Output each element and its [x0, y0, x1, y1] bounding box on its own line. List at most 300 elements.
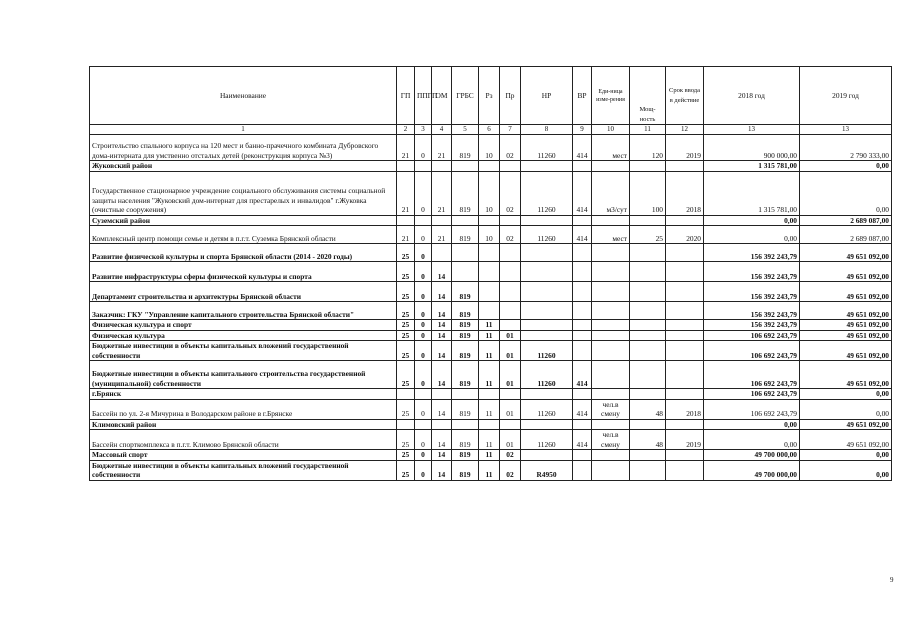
cell-unit — [592, 282, 630, 302]
cell-name: г.Брянск — [90, 389, 397, 400]
column-number-cell: 2 — [397, 125, 415, 135]
cell-y2019: 49 651 092,00 — [800, 361, 892, 389]
cell-nr: 11260 — [521, 171, 573, 215]
cell-vr — [573, 450, 592, 461]
column-number-cell: 5 — [452, 125, 479, 135]
cell-om — [432, 244, 452, 262]
cell-y2018: 156 392 243,79 — [704, 262, 800, 282]
cell-power — [630, 282, 666, 302]
cell-power — [630, 450, 666, 461]
cell-gp: 25 — [397, 330, 415, 341]
cell-unit — [592, 302, 630, 320]
cell-grbs: 819 — [452, 226, 479, 244]
cell-om: 14 — [432, 320, 452, 331]
cell-y2019: 0,00 — [800, 389, 892, 400]
cell-gp: 25 — [397, 450, 415, 461]
cell-y2018: 106 692 243,79 — [704, 389, 800, 400]
cell-vr — [573, 161, 592, 172]
cell-y2019: 49 651 092,00 — [800, 282, 892, 302]
cell-gp: 21 — [397, 226, 415, 244]
cell-grbs: 819 — [452, 330, 479, 341]
cell-nr — [521, 450, 573, 461]
cell-gp: 25 — [397, 262, 415, 282]
cell-term — [666, 450, 704, 461]
column-number-cell: 9 — [573, 125, 592, 135]
cell-om — [432, 161, 452, 172]
cell-nr — [521, 419, 573, 430]
cell-unit: мест — [592, 226, 630, 244]
cell-om — [432, 389, 452, 400]
cell-vr — [573, 341, 592, 361]
cell-term: 2018 — [666, 171, 704, 215]
cell-nr — [521, 161, 573, 172]
cell-nr: 11260 — [521, 135, 573, 161]
cell-om: 14 — [432, 302, 452, 320]
cell-pr: 02 — [500, 226, 521, 244]
table-row — [90, 135, 892, 161]
column-number-cell: 11 — [630, 125, 666, 135]
column-number-row — [90, 125, 892, 135]
cell-pr — [500, 161, 521, 172]
cell-y2018: 0,00 — [704, 226, 800, 244]
cell-grbs: 819 — [452, 450, 479, 461]
cell-y2018: 0,00 — [704, 215, 800, 226]
cell-pr: 01 — [500, 330, 521, 341]
cell-power: 100 — [630, 171, 666, 215]
column-number-cell: 7 — [500, 125, 521, 135]
cell-om: 21 — [432, 171, 452, 215]
header-vr: ВР — [573, 67, 592, 125]
cell-y2018: 49 700 000,00 — [704, 450, 800, 461]
cell-y2018: 156 392 243,79 — [704, 302, 800, 320]
cell-vr — [573, 330, 592, 341]
cell-unit — [592, 389, 630, 400]
cell-ppgp — [415, 389, 432, 400]
header-power: Мощ-ность — [630, 67, 666, 125]
cell-pr — [500, 302, 521, 320]
cell-ppgp: 0 — [415, 302, 432, 320]
cell-ppgp — [415, 215, 432, 226]
column-number-cell: 3 — [415, 125, 432, 135]
cell-y2019: 49 651 092,00 — [800, 302, 892, 320]
cell-power: 120 — [630, 135, 666, 161]
cell-om: 14 — [432, 361, 452, 389]
cell-pr — [500, 282, 521, 302]
cell-om: 14 — [432, 430, 452, 450]
cell-name: Заказчик: ГКУ "Управление капитального строительства Брянской области" — [90, 302, 397, 320]
cell-om: 14 — [432, 330, 452, 341]
cell-gp: 25 — [397, 282, 415, 302]
cell-vr — [573, 215, 592, 226]
cell-term — [666, 282, 704, 302]
cell-power — [630, 460, 666, 480]
cell-grbs: 819 — [452, 302, 479, 320]
cell-gp: 25 — [397, 399, 415, 419]
cell-pr: 02 — [500, 135, 521, 161]
cell-unit — [592, 361, 630, 389]
cell-name: Жуковский район — [90, 161, 397, 172]
cell-pr: 02 — [500, 450, 521, 461]
cell-y2019: 2 689 087,00 — [800, 215, 892, 226]
cell-unit — [592, 419, 630, 430]
cell-grbs — [452, 389, 479, 400]
cell-ppgp: 0 — [415, 320, 432, 331]
table-body — [90, 135, 892, 481]
cell-unit: мест — [592, 135, 630, 161]
cell-y2019: 49 651 092,00 — [800, 430, 892, 450]
cell-grbs: 819 — [452, 135, 479, 161]
cell-ppgp: 0 — [415, 399, 432, 419]
column-number-cell: 4 — [432, 125, 452, 135]
cell-y2019: 49 651 092,00 — [800, 320, 892, 331]
cell-y2018: 0,00 — [704, 430, 800, 450]
table-row — [90, 161, 892, 172]
cell-y2019: 49 651 092,00 — [800, 262, 892, 282]
cell-ppgp: 0 — [415, 244, 432, 262]
cell-nr — [521, 330, 573, 341]
cell-power: 48 — [630, 399, 666, 419]
cell-y2019: 0,00 — [800, 161, 892, 172]
cell-power — [630, 302, 666, 320]
table-row — [90, 215, 892, 226]
cell-pr: 01 — [500, 341, 521, 361]
cell-name: Климовский район — [90, 419, 397, 430]
header-unit: Еди-ница изме-рения — [592, 67, 630, 125]
cell-term — [666, 330, 704, 341]
cell-term: 2020 — [666, 226, 704, 244]
cell-term — [666, 361, 704, 389]
cell-pr — [500, 389, 521, 400]
cell-grbs: 819 — [452, 361, 479, 389]
cell-y2019: 0,00 — [800, 450, 892, 461]
cell-ppgp: 0 — [415, 361, 432, 389]
cell-rz: 11 — [479, 460, 500, 480]
cell-vr — [573, 262, 592, 282]
cell-y2018: 106 692 243,79 — [704, 330, 800, 341]
cell-y2019: 0,00 — [800, 171, 892, 215]
cell-gp — [397, 215, 415, 226]
cell-rz: 11 — [479, 430, 500, 450]
cell-grbs: 819 — [452, 341, 479, 361]
cell-y2018: 156 392 243,79 — [704, 320, 800, 331]
cell-gp: 25 — [397, 430, 415, 450]
cell-grbs: 819 — [452, 320, 479, 331]
cell-gp: 25 — [397, 244, 415, 262]
column-number-cell: 6 — [479, 125, 500, 135]
column-number-cell: 10 — [592, 125, 630, 135]
cell-ppgp: 0 — [415, 460, 432, 480]
header-pr: Пр — [500, 67, 521, 125]
cell-rz: 11 — [479, 320, 500, 331]
cell-pr: 01 — [500, 361, 521, 389]
cell-gp: 25 — [397, 361, 415, 389]
column-number-cell: 13 — [800, 125, 892, 135]
cell-nr: 11260 — [521, 341, 573, 361]
cell-term — [666, 320, 704, 331]
cell-ppgp: 0 — [415, 341, 432, 361]
cell-y2018: 156 392 243,79 — [704, 244, 800, 262]
cell-power: 48 — [630, 430, 666, 450]
cell-om: 21 — [432, 226, 452, 244]
cell-unit: чел.в смену — [592, 430, 630, 450]
cell-nr: R4950 — [521, 460, 573, 480]
cell-om: 21 — [432, 135, 452, 161]
cell-name: Физическая культура и спорт — [90, 320, 397, 331]
cell-y2019: 49 651 092,00 — [800, 244, 892, 262]
cell-y2018: 0,00 — [704, 419, 800, 430]
cell-grbs — [452, 262, 479, 282]
cell-rz — [479, 215, 500, 226]
cell-unit — [592, 244, 630, 262]
cell-ppgp: 0 — [415, 226, 432, 244]
cell-rz — [479, 161, 500, 172]
cell-y2018: 156 392 243,79 — [704, 282, 800, 302]
cell-pr: 01 — [500, 430, 521, 450]
cell-pr — [500, 215, 521, 226]
cell-nr — [521, 244, 573, 262]
cell-power — [630, 330, 666, 341]
cell-term: 2019 — [666, 135, 704, 161]
cell-unit — [592, 460, 630, 480]
cell-om — [432, 215, 452, 226]
cell-unit: м3/сут — [592, 171, 630, 215]
cell-nr — [521, 389, 573, 400]
cell-y2019: 49 651 092,00 — [800, 419, 892, 430]
cell-om: 14 — [432, 341, 452, 361]
cell-name: Бассейн спорткомплекса в п.г.т. Климово Брянской области — [90, 430, 397, 450]
cell-vr: 414 — [573, 171, 592, 215]
header-nr: НР — [521, 67, 573, 125]
table-row — [90, 460, 892, 480]
cell-power — [630, 320, 666, 331]
table-row — [90, 419, 892, 430]
table-row — [90, 430, 892, 450]
table-row — [90, 361, 892, 389]
cell-ppgp: 0 — [415, 282, 432, 302]
cell-nr — [521, 320, 573, 331]
cell-om: 14 — [432, 282, 452, 302]
cell-vr — [573, 282, 592, 302]
cell-name: Бюджетные инвестиции в объекты капитального строительства государственной (муниципальной) собственности — [90, 361, 397, 389]
cell-ppgp: 0 — [415, 135, 432, 161]
cell-vr — [573, 389, 592, 400]
cell-unit — [592, 161, 630, 172]
cell-rz: 10 — [479, 171, 500, 215]
cell-ppgp: 0 — [415, 330, 432, 341]
cell-rz: 11 — [479, 361, 500, 389]
cell-grbs: 819 — [452, 282, 479, 302]
cell-nr: 11260 — [521, 361, 573, 389]
cell-om: 14 — [432, 460, 452, 480]
cell-y2018: 900 000,00 — [704, 135, 800, 161]
cell-ppgp: 0 — [415, 430, 432, 450]
cell-grbs — [452, 244, 479, 262]
cell-vr: 414 — [573, 430, 592, 450]
cell-ppgp — [415, 419, 432, 430]
cell-rz — [479, 302, 500, 320]
cell-term — [666, 244, 704, 262]
cell-unit — [592, 320, 630, 331]
cell-grbs — [452, 161, 479, 172]
column-number-cell: 13 — [704, 125, 800, 135]
cell-gp: 25 — [397, 302, 415, 320]
header-2019: 2019 год — [800, 67, 892, 125]
table-row — [90, 330, 892, 341]
table-row — [90, 399, 892, 419]
budget-table — [89, 66, 892, 481]
header-2018: 2018 год — [704, 67, 800, 125]
cell-unit — [592, 215, 630, 226]
cell-gp: 21 — [397, 135, 415, 161]
header-ppgp: ППГП — [415, 67, 432, 125]
cell-nr — [521, 215, 573, 226]
header-name: Наименование — [90, 67, 397, 125]
cell-power — [630, 215, 666, 226]
cell-vr — [573, 460, 592, 480]
cell-term: 2019 — [666, 430, 704, 450]
table-row — [90, 262, 892, 282]
cell-y2018: 106 692 243,79 — [704, 341, 800, 361]
cell-pr — [500, 320, 521, 331]
cell-term — [666, 341, 704, 361]
cell-pr — [500, 419, 521, 430]
table-row — [90, 302, 892, 320]
cell-grbs — [452, 419, 479, 430]
cell-nr: 11260 — [521, 430, 573, 450]
cell-pr — [500, 262, 521, 282]
cell-name: Физическая культура — [90, 330, 397, 341]
cell-y2018: 106 692 243,79 — [704, 399, 800, 419]
cell-vr — [573, 302, 592, 320]
cell-nr — [521, 282, 573, 302]
cell-name: Бюджетные инвестиции в объекты капитальных вложений государственной собственности — [90, 341, 397, 361]
table-row — [90, 389, 892, 400]
cell-name: Развитие физической культуры и спорта Брянской области (2014 - 2020 годы) — [90, 244, 397, 262]
cell-pr — [500, 244, 521, 262]
cell-y2019: 2 790 333,00 — [800, 135, 892, 161]
cell-term: 2018 — [666, 399, 704, 419]
cell-y2019: 2 689 087,00 — [800, 226, 892, 244]
cell-gp: 21 — [397, 171, 415, 215]
cell-ppgp: 0 — [415, 262, 432, 282]
cell-gp — [397, 419, 415, 430]
cell-term — [666, 302, 704, 320]
cell-nr: 11260 — [521, 226, 573, 244]
cell-om: 14 — [432, 262, 452, 282]
cell-rz — [479, 419, 500, 430]
cell-grbs: 819 — [452, 430, 479, 450]
cell-gp — [397, 389, 415, 400]
cell-power — [630, 419, 666, 430]
cell-vr: 414 — [573, 135, 592, 161]
cell-rz — [479, 262, 500, 282]
page-number: 9 — [890, 576, 894, 584]
cell-power — [630, 161, 666, 172]
cell-term — [666, 389, 704, 400]
cell-y2018: 1 315 781,00 — [704, 161, 800, 172]
cell-om — [432, 419, 452, 430]
cell-grbs — [452, 215, 479, 226]
table-row — [90, 450, 892, 461]
header-term: Срок ввода в действие — [666, 67, 704, 125]
cell-nr — [521, 262, 573, 282]
cell-om: 14 — [432, 399, 452, 419]
cell-term — [666, 262, 704, 282]
table-row — [90, 341, 892, 361]
cell-nr: 11260 — [521, 399, 573, 419]
cell-nr — [521, 302, 573, 320]
cell-unit — [592, 341, 630, 361]
cell-pr: 01 — [500, 399, 521, 419]
cell-rz: 11 — [479, 341, 500, 361]
cell-unit — [592, 262, 630, 282]
cell-gp — [397, 161, 415, 172]
cell-vr — [573, 244, 592, 262]
cell-name: Государственное стационарное учреждение социального обслуживания системы социальной защиты населения "Жуковский дом-интернат для престарелых и инвалидов" г.Жуковка (очистные сооружения) — [90, 171, 397, 215]
cell-vr: 414 — [573, 399, 592, 419]
table-header-row — [90, 67, 892, 125]
cell-name: Массовый спорт — [90, 450, 397, 461]
column-number-cell: 12 — [666, 125, 704, 135]
header-gp: ГП — [397, 67, 415, 125]
header-grbs: ГРБС — [452, 67, 479, 125]
cell-name: Бассейн по ул. 2-я Мичурина в Володарском районе в г.Брянске — [90, 399, 397, 419]
table-row — [90, 320, 892, 331]
cell-om: 14 — [432, 450, 452, 461]
cell-ppgp: 0 — [415, 171, 432, 215]
cell-y2018: 1 315 781,00 — [704, 171, 800, 215]
cell-name: Суземский район — [90, 215, 397, 226]
cell-rz: 11 — [479, 399, 500, 419]
header-rz: Рз — [479, 67, 500, 125]
table-row — [90, 171, 892, 215]
cell-power — [630, 262, 666, 282]
cell-term — [666, 215, 704, 226]
cell-rz: 11 — [479, 330, 500, 341]
cell-y2019: 0,00 — [800, 460, 892, 480]
cell-rz — [479, 389, 500, 400]
cell-vr: 414 — [573, 361, 592, 389]
cell-grbs: 819 — [452, 399, 479, 419]
cell-y2019: 49 651 092,00 — [800, 341, 892, 361]
cell-vr — [573, 320, 592, 331]
cell-grbs: 819 — [452, 171, 479, 215]
cell-power: 25 — [630, 226, 666, 244]
cell-power — [630, 361, 666, 389]
cell-y2019: 49 651 092,00 — [800, 330, 892, 341]
cell-rz — [479, 282, 500, 302]
cell-name: Строительство спального корпуса на 120 мест и банно-прачечного комбината Дубровского дома-интерната для умственно отсталых детей (реконструкция корпуса №3) — [90, 135, 397, 161]
table-row — [90, 226, 892, 244]
column-number-cell: 1 — [90, 125, 397, 135]
column-number-cell: 8 — [521, 125, 573, 135]
cell-rz: 10 — [479, 226, 500, 244]
cell-term — [666, 419, 704, 430]
cell-y2019: 0,00 — [800, 399, 892, 419]
cell-unit — [592, 450, 630, 461]
cell-name: Комплексный центр помощи семье и детям в п.г.т. Суземка Брянской области — [90, 226, 397, 244]
cell-power — [630, 244, 666, 262]
cell-y2018: 49 700 000,00 — [704, 460, 800, 480]
cell-pr: 02 — [500, 460, 521, 480]
cell-vr — [573, 419, 592, 430]
cell-name: Развитие инфраструктуры сферы физической культуры и спорта — [90, 262, 397, 282]
cell-gp: 25 — [397, 320, 415, 331]
cell-rz: 10 — [479, 135, 500, 161]
cell-ppgp: 0 — [415, 450, 432, 461]
cell-rz — [479, 244, 500, 262]
cell-power — [630, 389, 666, 400]
